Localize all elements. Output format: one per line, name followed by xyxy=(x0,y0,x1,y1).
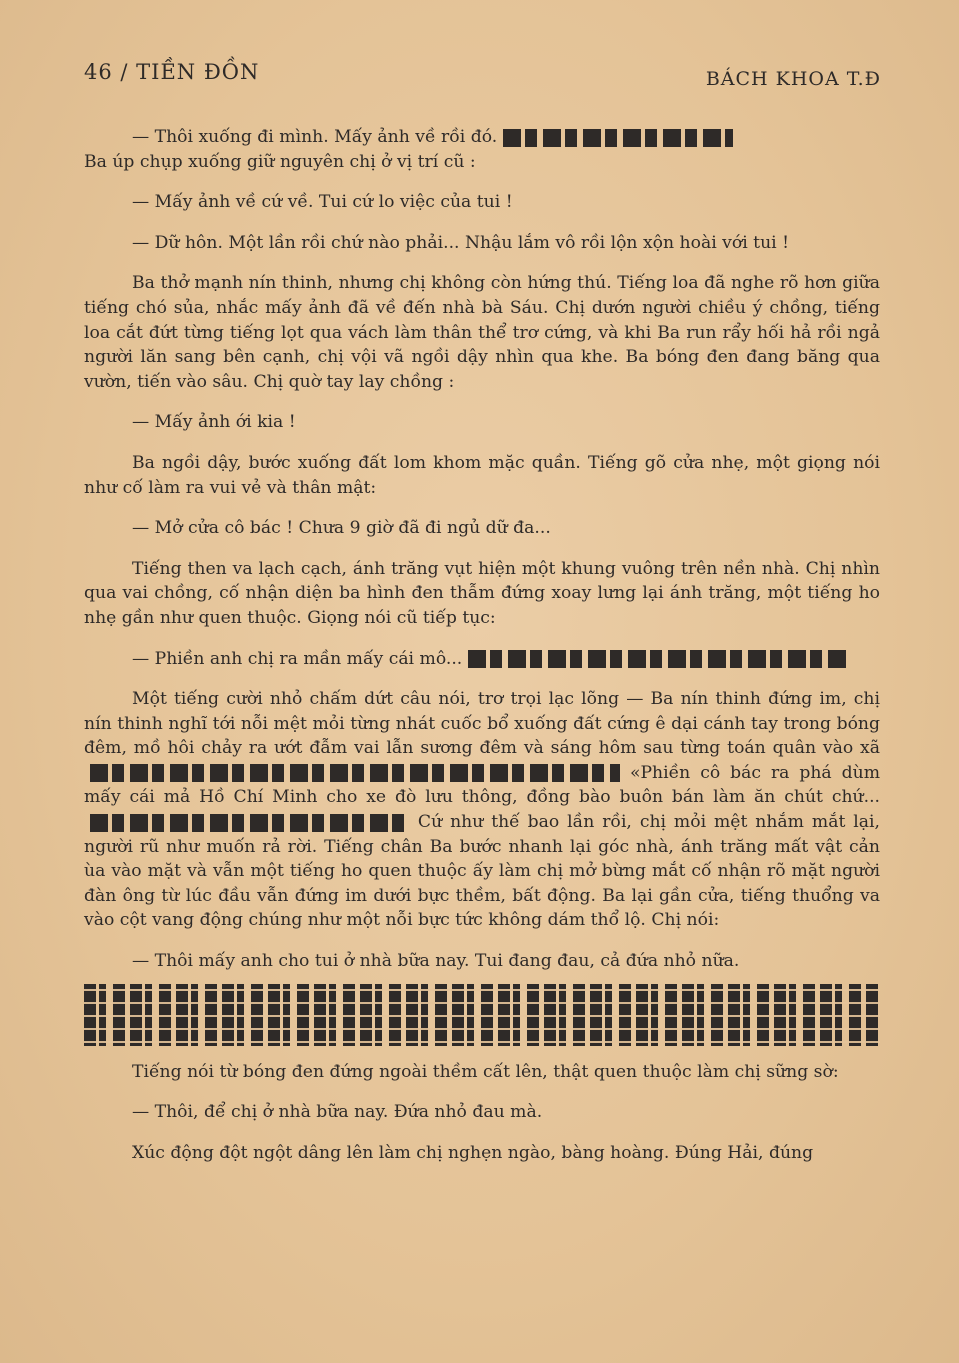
paragraph: Xúc động đột ngột dâng lên làm chị nghẹn ngào, bàng hoàng. Đúng Hải, đúng xyxy=(132,1142,814,1163)
paragraph: — Thôi mấy anh cho tui ở nhà bữa nay. Tui đang đau, cả đứa nhỏ nữa. xyxy=(132,951,740,972)
censored-text xyxy=(90,814,410,832)
paragraph: — Mở cửa cô bác ! Chưa 9 giờ đã đi ngủ dữ đa... xyxy=(132,518,551,539)
paragraph: — Dữ hôn. Một lần rồi chứ nào phải... Nhậu lắm vô rồi lộn xộn hoài với tui ! xyxy=(132,232,790,253)
censored-block xyxy=(84,984,880,1046)
paragraph: — Thôi xuống đi mình. Mấy ảnh về rồi đó. xyxy=(84,125,880,150)
running-header xyxy=(84,60,881,94)
paragraph: Ba thở mạnh nín thinh, nhưng chị không còn hứng thú. Tiếng loa đã nghe rõ hơn giữa tiếng chó sủa, nhắc mấy ảnh đã về đến nhà bà Sáu. Chị dướn người chiều ý chồng, tiếng loa cắt đứt từng tiếng lọt qua vách làm thân thể trơ cứng, và khi Ba run rẩy hối hả rồi ngả người lăn sang bên cạnh, chị vội vã ngồi dậy nhìn qua khe. Ba bóng đen đang băng qua vườn, tiến vào sâu. Chị quờ tay lay chồng : xyxy=(84,273,880,392)
paragraph: — Mấy ảnh ới kia ! xyxy=(132,412,296,433)
article-body xyxy=(84,125,880,1165)
censored-text xyxy=(503,129,733,147)
paragraph: — Mấy ảnh về cứ về. Tui cứ lo việc của tui ! xyxy=(132,192,513,213)
paragraph: — Phiền anh chị ra mần mấy cái mô... xyxy=(84,647,880,672)
censored-text xyxy=(468,650,848,668)
paragraph: Tiếng nói từ bóng đen đứng ngoài thềm cất lên, thật quen thuộc làm chị sững sờ: xyxy=(132,1061,839,1082)
paragraph: — Thôi, để chị ở nhà bữa nay. Đứa nhỏ đau mà. xyxy=(132,1102,543,1123)
paragraph: Ba ngồi dậy, bước xuống đất lom khom mặc quần. Tiếng gõ cửa nhẹ, một giọng nói như cố làm ra vui vẻ và thân mật: xyxy=(84,452,880,498)
magazine-name: BÁCH KHOA T.Đ xyxy=(705,68,881,90)
page-number-and-title: 46 / TIỀN ĐỒN xyxy=(84,60,260,84)
paragraph: Ba úp chụp xuống giữ nguyên chị ở vị trí cũ : xyxy=(84,151,476,172)
paragraph: Một tiếng cười nhỏ chấm dứt câu nói, trơ trọi lạc lõng — Ba nín thinh đứng im, chị nín thinh nghĩ tới nỗi mệt mỏi từng nhát cuốc bổ xuống đất cứng ê dại cánh tay trong bóng đêm, mồ hôi chảy ra ướt đẫm vai lẫn sương đêm và sáng hôm sau từng toán quân vào xã «Phiền cô bác ra phá dùm mấy cái mả Hồ Chí Minh cho xe đò lưu thông, đồng bào buôn bán làm ăn chút chứ... Cứ như thế bao lần rồi, chị mỏi mệt nhắm mắt lại, người rũ như muốn rả rời. Tiếng chân Ba bước nhanh lại góc nhà, ánh trăng mất vật cản ùa vào mặt và vẫn một tiếng ho quen thuộc ấy làm chị mở bừng mắt cố nhận rõ mặt người đàn ông từ lúc đầu vẫn đứng im dưới bực thềm, bất động. Ba lại gần cửa, tiếng thuổng va vào cột vang động chúng như một nỗi bực tức không dám thổ lộ. Chị nói: xyxy=(84,689,880,931)
paragraph: Tiếng then va lạch cạch, ánh trăng vụt hiện một khung vuông trên nền nhà. Chị nhìn qua vai chồng, cố nhận diện ba hình đen thẫm đứng xoay lưng lại ánh trăng, một tiếng ho nhẹ gần như quen thuộc. Giọng nói cũ tiếp tục: xyxy=(84,558,880,628)
censored-text xyxy=(90,764,620,782)
